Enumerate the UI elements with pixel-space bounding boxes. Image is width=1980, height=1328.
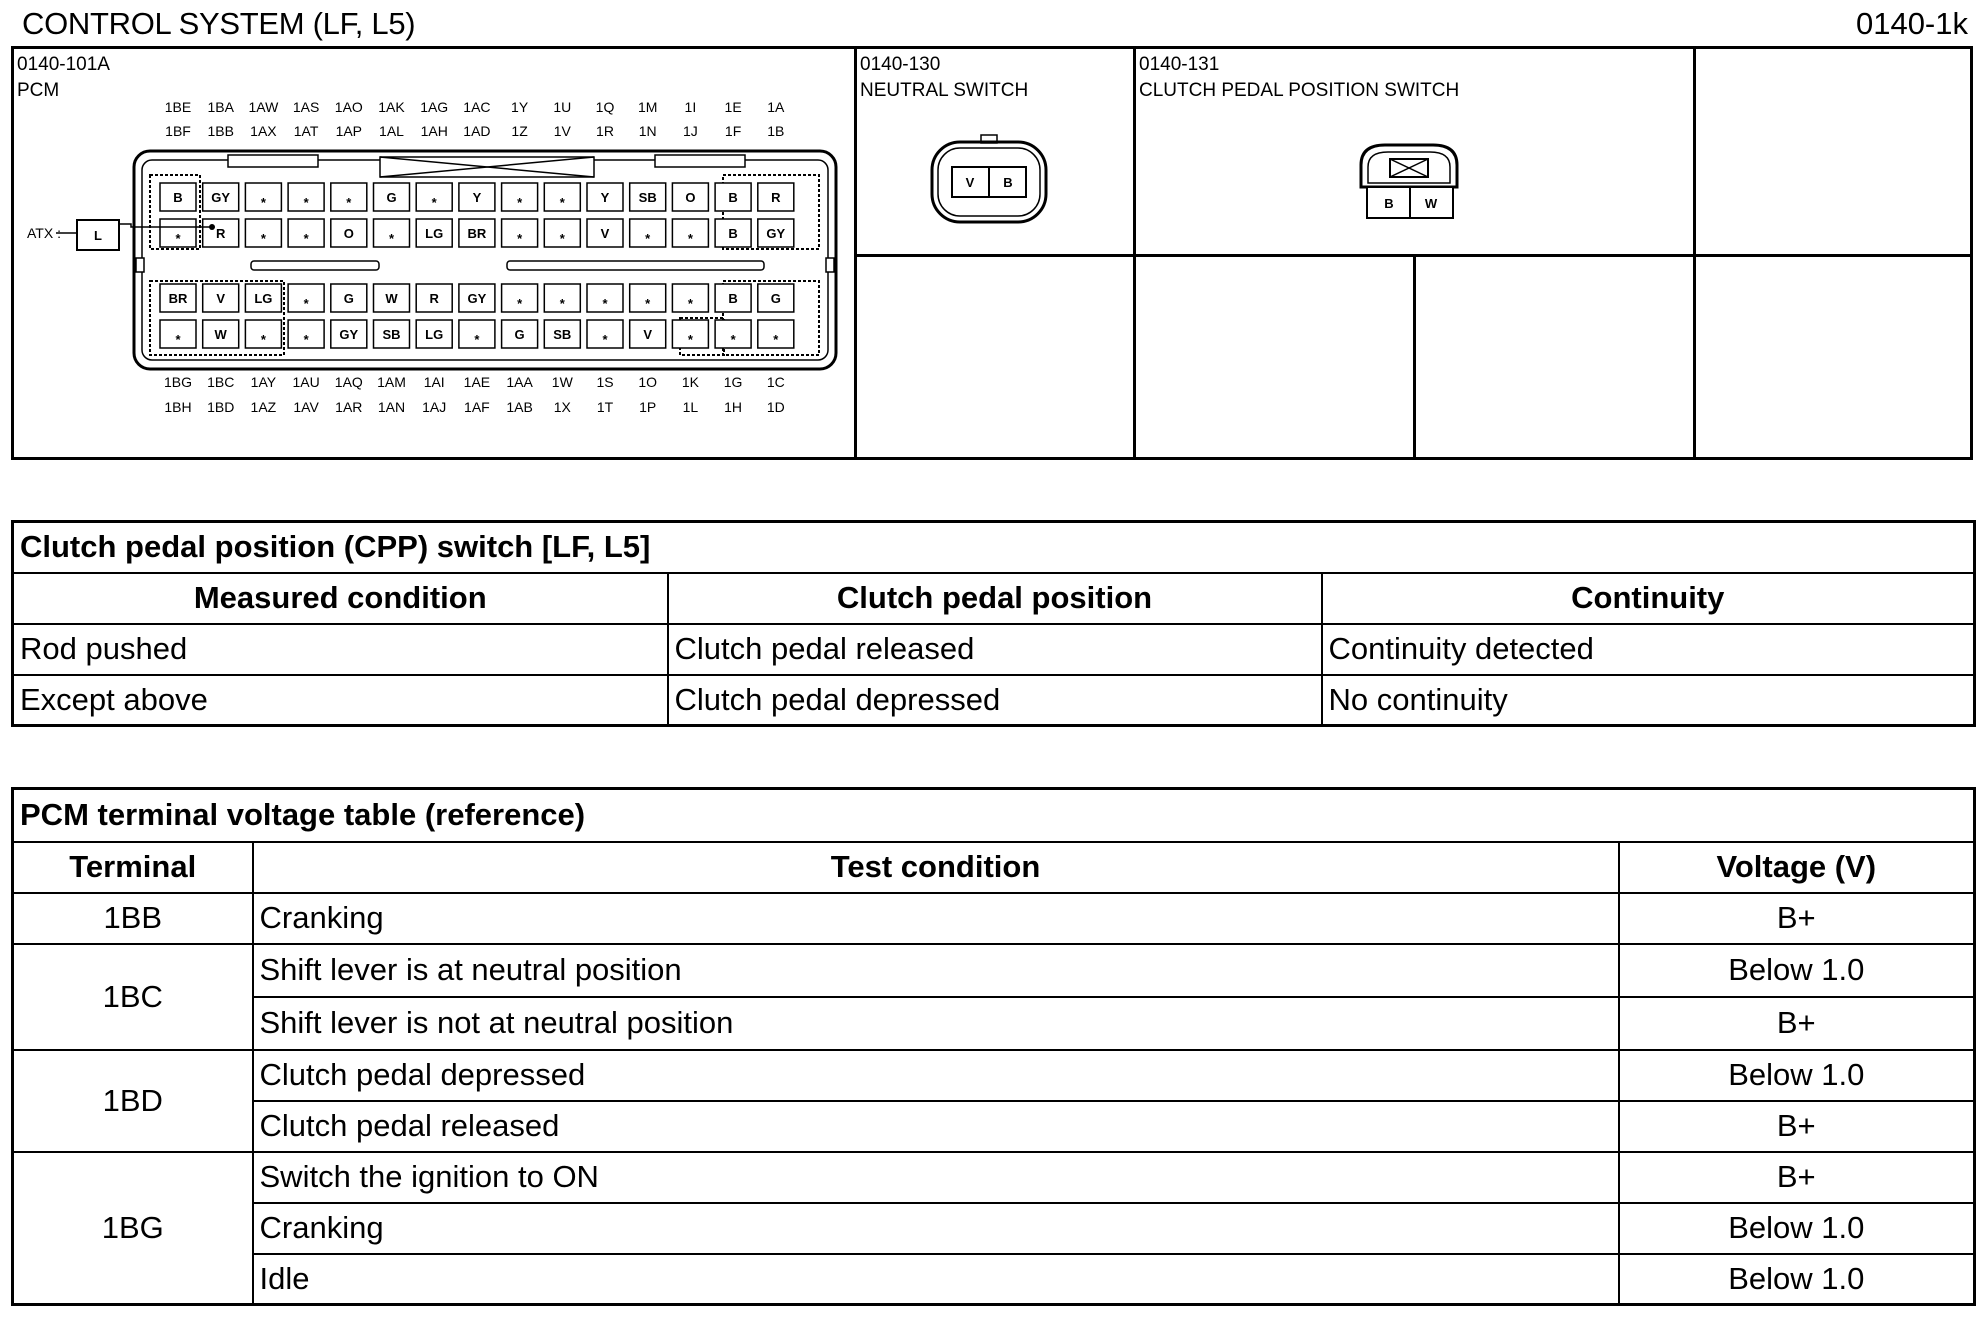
pcm-terminal-label: 1H (724, 399, 743, 415)
pcm-pin-wire-color: * (687, 296, 693, 311)
terminal-cell: 1BG (13, 1152, 253, 1305)
cpp-switch-table (11, 520, 1976, 727)
column-header: Continuity (1322, 573, 1975, 624)
divider (1133, 49, 1136, 457)
pcm-terminal-label: 1E (724, 99, 742, 115)
pcm-pin-wire-color: G (343, 291, 354, 306)
terminal-cell: 1BB (13, 893, 253, 944)
column-header: Measured condition (13, 573, 668, 624)
column-header: Terminal (13, 842, 253, 893)
pcm-terminal-label: 1AD (463, 123, 491, 139)
condition-cell: Shift lever is at neutral position (253, 944, 1619, 997)
pcm-pin-wire-color: * (602, 332, 608, 347)
pcm-terminal-label: 1BA (207, 99, 234, 115)
pcm-pin-wire-color: * (260, 332, 266, 347)
pcm-terminal-label: 1M (637, 99, 658, 115)
pcm-pin-wire-color: Y (472, 190, 482, 205)
page-code: 0140-1k (1855, 6, 1968, 41)
pcm-voltage-table (11, 787, 1976, 1306)
pcm-pin-wire-color: * (687, 231, 693, 246)
pcm-pin-wire-color: SB (382, 327, 401, 342)
pcm-terminal-label: 1AK (378, 99, 405, 115)
pcm-terminal-label: 1J (683, 123, 698, 139)
pcm-pin-wire-color: SB (638, 190, 657, 205)
pcm-terminal-label: 1AX (250, 123, 277, 139)
divider (854, 49, 857, 457)
pcm-terminal-label: 1BF (165, 123, 191, 139)
pcm-name: PCM (17, 80, 60, 101)
atx-wire-color: L (94, 228, 102, 243)
table-title: PCM terminal voltage table (reference) (13, 789, 1975, 842)
pcm-terminal-label: 1AQ (334, 374, 363, 390)
table-row (13, 944, 1975, 997)
pcm-code: 0140-101A (17, 54, 110, 75)
pcm-pin-wire-color: G (514, 327, 525, 342)
pcm-pin-wire-color: * (303, 332, 309, 347)
pcm-pin-wire-color: * (175, 231, 181, 246)
pcm-terminal-label: 1AB (506, 399, 533, 415)
pcm-pin-wire-color: O (685, 190, 696, 205)
voltage-cell: B+ (1619, 893, 1975, 944)
pcm-pin-wire-color: O (343, 226, 354, 241)
pcm-pin-wire-color: * (602, 296, 608, 311)
pcm-pin-wire-color: V (600, 226, 610, 241)
pcm-pin-wire-color: G (770, 291, 781, 306)
pcm-pin-wire-color: GY (339, 327, 359, 342)
clutch-pin-1: B (1384, 196, 1394, 211)
clutch-switch-connector (1355, 135, 1465, 230)
pcm-pin-wire-color: BR (467, 226, 487, 241)
terminal-cell: 1BC (13, 944, 253, 1050)
pcm-pin-wire-color: B (173, 190, 183, 205)
table-cell: Clutch pedal released (668, 624, 1322, 675)
pcm-terminal-label: 1AF (464, 399, 490, 415)
clutch-switch-name: CLUTCH PEDAL POSITION SWITCH (1139, 80, 1460, 101)
pcm-pin-wire-color: * (645, 296, 651, 311)
pcm-terminal-label: 1BG (163, 374, 193, 390)
pcm-pin-wire-color: * (559, 195, 565, 210)
table-row (13, 624, 1975, 675)
pcm-pin-wire-color: * (645, 231, 651, 246)
table-row (13, 997, 1975, 1050)
pcm-connector-diagram (0, 0, 850, 460)
pcm-terminal-label: 1AL (379, 123, 404, 139)
voltage-cell: B+ (1619, 1152, 1975, 1203)
pcm-pin-wire-color: GY (467, 291, 487, 306)
table-cell: Continuity detected (1322, 624, 1975, 675)
pcm-terminal-label: 1AG (420, 99, 449, 115)
voltage-cell: Below 1.0 (1619, 1254, 1975, 1305)
pcm-terminal-label: 1AS (292, 99, 320, 115)
pcm-pin-wire-color: W (214, 327, 227, 342)
pcm-terminal-label: 1P (639, 399, 657, 415)
pcm-terminal-label: 1AO (334, 99, 363, 115)
voltage-cell: Below 1.0 (1619, 944, 1975, 997)
pcm-terminal-label: 1AE (463, 374, 491, 390)
pcm-terminal-label: 1AU (292, 374, 320, 390)
pcm-terminal-label: 1AP (335, 123, 363, 139)
pcm-terminal-label: 1AA (506, 374, 533, 390)
atx-label: ATX : (27, 225, 61, 241)
condition-cell: Switch the ignition to ON (253, 1152, 1619, 1203)
pcm-pin-wire-color: * (303, 195, 309, 210)
pcm-pin-wire-color: V (216, 291, 226, 306)
pcm-terminal-label: 1B (767, 123, 785, 139)
pcm-pin-wire-color: * (303, 296, 309, 311)
divider (1693, 49, 1696, 457)
pcm-pin-wire-color: * (388, 231, 395, 246)
pcm-pin-wire-color: * (175, 332, 181, 347)
terminal-cell: 1BD (13, 1050, 253, 1152)
pcm-pin-wire-color: GY (211, 190, 231, 205)
voltage-cell: Below 1.0 (1619, 1050, 1975, 1101)
table-row (13, 893, 1975, 944)
pcm-pin-wire-color: * (559, 231, 565, 246)
pcm-pin-wire-color: W (385, 291, 398, 306)
page-title: CONTROL SYSTEM (LF, L5) (22, 6, 416, 41)
pcm-pin-wire-color: * (260, 231, 266, 246)
pcm-pin-wire-color: R (216, 226, 226, 241)
pcm-pin-wire-color: SB (553, 327, 572, 342)
pcm-terminal-label: 1W (551, 374, 573, 390)
table-row (13, 1254, 1975, 1305)
pcm-pin-wire-color: * (559, 296, 565, 311)
pcm-terminal-label: 1AR (335, 399, 363, 415)
voltage-cell: Below 1.0 (1619, 1203, 1975, 1254)
pcm-pin-wire-color: * (346, 195, 352, 210)
pcm-pin-wire-color: * (260, 195, 266, 210)
pcm-terminal-label: 1BD (207, 399, 235, 415)
voltage-cell: B+ (1619, 1101, 1975, 1152)
pcm-terminal-label: 1N (638, 123, 657, 139)
divider (854, 254, 1973, 257)
table-row (13, 1101, 1975, 1152)
pcm-terminal-label: 1AT (293, 123, 319, 139)
pcm-pin-wire-color: * (730, 332, 736, 347)
pcm-terminal-label: 1AY (250, 374, 277, 390)
pcm-terminal-label: 1D (766, 399, 785, 415)
pcm-pin-wire-color: V (643, 327, 653, 342)
pcm-terminal-label: 1K (681, 374, 699, 390)
pcm-terminal-label: 1V (553, 123, 571, 139)
pcm-terminal-label: 1AN (377, 399, 406, 415)
condition-cell: Idle (253, 1254, 1619, 1305)
pcm-terminal-label: 1BE (164, 99, 192, 115)
table-row (13, 675, 1975, 726)
condition-cell: Clutch pedal released (253, 1101, 1619, 1152)
pcm-pin-wire-color: B (728, 291, 738, 306)
pcm-pin-wire-color: * (773, 332, 779, 347)
pcm-terminal-label: 1BB (207, 123, 234, 139)
condition-cell: Cranking (253, 893, 1619, 944)
pcm-terminal-label: 1G (723, 374, 743, 390)
pcm-terminal-label: 1U (553, 99, 572, 115)
pcm-terminal-label: 1I (684, 99, 697, 115)
column-header: Voltage (V) (1619, 842, 1975, 893)
pcm-terminal-label: 1Z (511, 123, 528, 139)
table-cell: Except above (13, 675, 668, 726)
pcm-terminal-label: 1L (682, 399, 699, 415)
condition-cell: Clutch pedal depressed (253, 1050, 1619, 1101)
pcm-terminal-label: 1AZ (250, 399, 277, 415)
pcm-terminal-label: 1AJ (422, 399, 447, 415)
table-row (13, 1152, 1975, 1203)
pcm-pin-wire-color: LG (254, 291, 273, 306)
neutral-pin-1: V (965, 175, 975, 190)
pcm-pin-wire-color: * (517, 195, 523, 210)
pcm-terminal-label: 1AI (423, 374, 445, 390)
pcm-pin-wire-color: * (474, 332, 480, 347)
pcm-terminal-label: 1AV (293, 399, 319, 415)
neutral-switch-connector (920, 125, 1060, 235)
pcm-pin-wire-color: * (687, 332, 693, 347)
column-header: Test condition (253, 842, 1619, 893)
neutral-pin-2: B (1003, 175, 1013, 190)
condition-cell: Cranking (253, 1203, 1619, 1254)
pcm-pin-wire-color: R (429, 291, 439, 306)
table-cell: Rod pushed (13, 624, 668, 675)
table-cell: Clutch pedal depressed (668, 675, 1322, 726)
pcm-pin-wire-color: * (431, 195, 437, 210)
pcm-pin-wire-color: * (517, 231, 523, 246)
pcm-pin-wire-color: * (303, 231, 309, 246)
clutch-switch-code: 0140-131 (1139, 54, 1220, 75)
pcm-terminal-label: 1T (596, 399, 614, 415)
pcm-terminal-label: 1S (596, 374, 614, 390)
voltage-cell: B+ (1619, 997, 1975, 1050)
pcm-pin-wire-color: LG (425, 226, 444, 241)
column-header: Clutch pedal position (668, 573, 1322, 624)
pcm-terminal-label: 1AH (420, 123, 448, 139)
neutral-switch-code: 0140-130 (860, 54, 941, 75)
table-row (13, 1203, 1975, 1254)
pcm-terminal-label: 1C (766, 374, 785, 390)
condition-cell: Shift lever is not at neutral position (253, 997, 1619, 1050)
pcm-terminal-label: 1F (724, 123, 742, 139)
pcm-terminal-label: 1O (638, 374, 658, 390)
pcm-terminal-label: 1AM (377, 374, 406, 390)
pcm-pin-wire-color: R (771, 190, 781, 205)
pcm-terminal-label: 1AW (248, 99, 279, 115)
pcm-pin-wire-color: B (728, 190, 738, 205)
pcm-terminal-label: 1R (596, 123, 614, 139)
pcm-terminal-label: 1X (553, 399, 571, 415)
pcm-pin-wire-color: GY (766, 226, 786, 241)
pcm-terminal-label: 1BC (207, 374, 235, 390)
neutral-switch-name: NEUTRAL SWITCH (860, 80, 1029, 101)
pcm-pin-wire-color: * (517, 296, 523, 311)
pcm-terminal-label: 1A (767, 99, 785, 115)
table-title: Clutch pedal position (CPP) switch [LF, L5] (13, 522, 1975, 573)
table-row (13, 1050, 1975, 1101)
pcm-terminal-label: 1Y (511, 99, 529, 115)
pcm-terminal-label: 1Q (595, 99, 615, 115)
pcm-terminal-label: 1AC (463, 99, 491, 115)
pcm-pin-wire-color: LG (425, 327, 444, 342)
table-cell: No continuity (1322, 675, 1975, 726)
pcm-pin-wire-color: Y (600, 190, 610, 205)
divider (1413, 254, 1416, 457)
pcm-pin-wire-color: B (728, 226, 738, 241)
clutch-pin-2: W (1424, 196, 1438, 211)
pcm-pin-wire-color: G (386, 190, 397, 205)
pcm-pin-wire-color: BR (168, 291, 188, 306)
pcm-terminal-label: 1BH (164, 399, 192, 415)
